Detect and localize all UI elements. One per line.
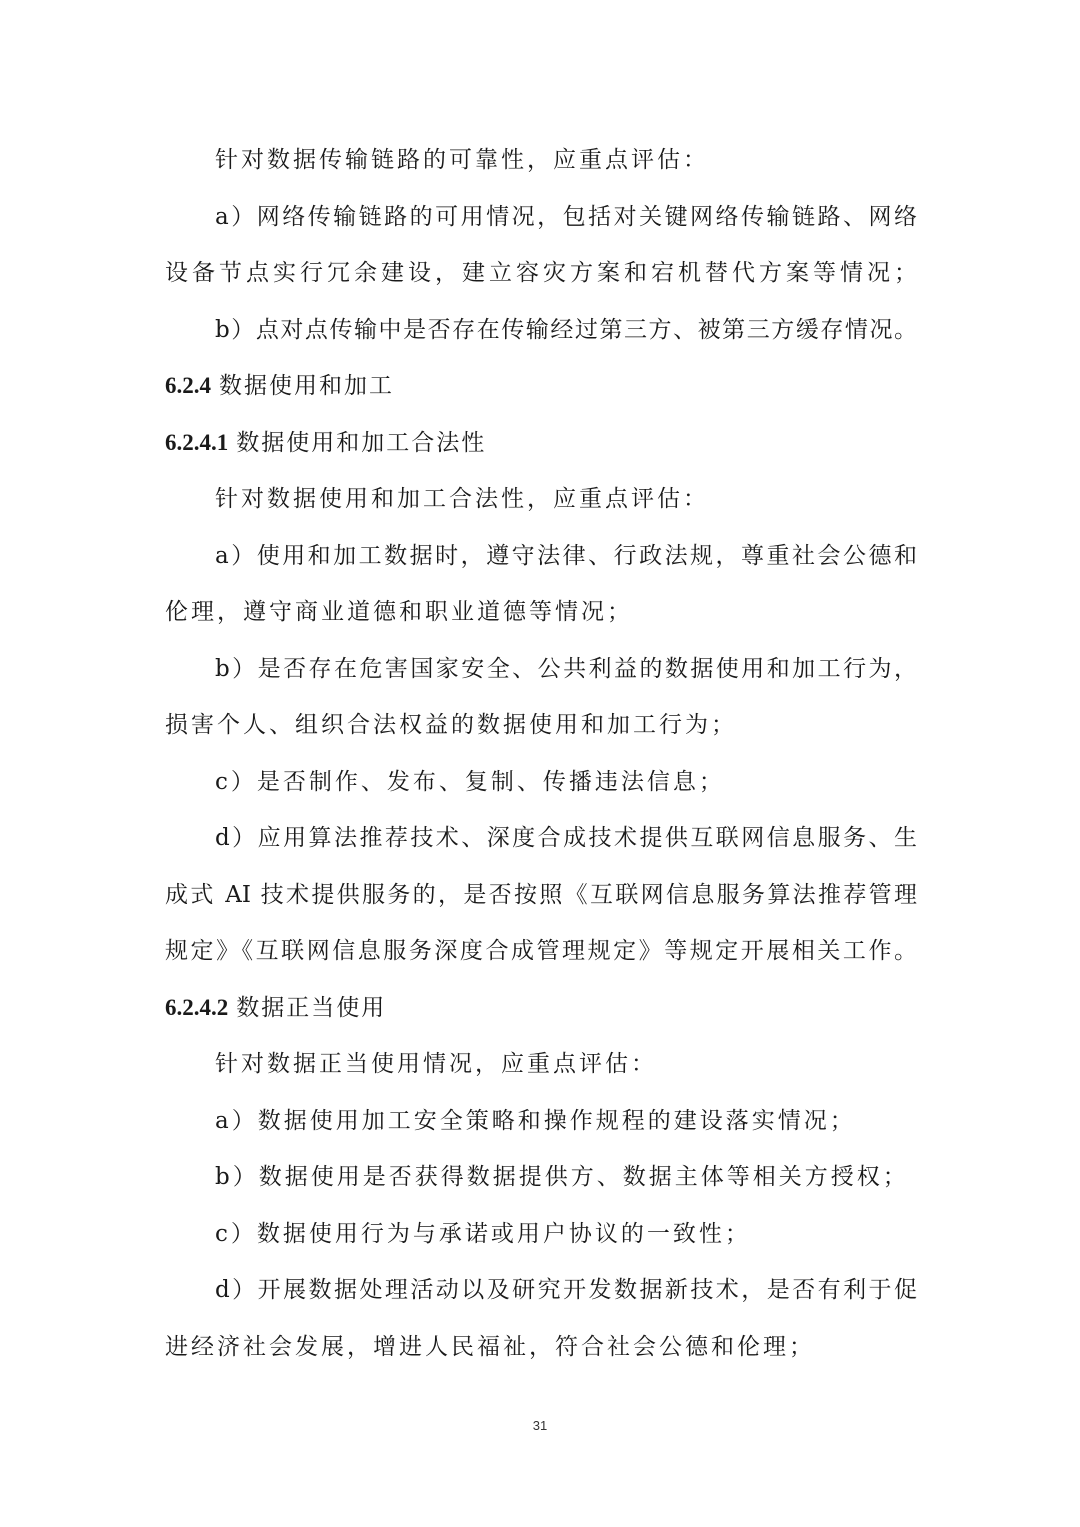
list-item-a-line1: a）网络传输链路的可用情况，包括对关键网络传输链路、网络: [215, 203, 917, 230]
list-item-c: c）数据使用行为与承诺或用户协议的一致性；: [215, 1220, 751, 1247]
section-heading-6-2-4-2: [165, 980, 917, 1037]
list-item-b: b）数据使用是否获得数据提供方、数据主体等相关方授权；: [215, 1164, 909, 1190]
section-number: 6.2.4: [165, 373, 211, 398]
list-item-b: b）点对点传输中是否存在传输经过第三方、被第三方缓存情况。: [215, 316, 917, 343]
list-item-d-line1: d）开展数据处理活动以及研究开发数据新技术，是否有利于促: [215, 1277, 917, 1303]
paragraph-intro-legality: 针对数据使用和加工合法性，应重点评估：: [215, 486, 709, 512]
section-heading-6-2-4-1: [165, 415, 917, 472]
list-item-d-line1: d）应用算法推荐技术、深度合成技术提供互联网信息服务、生: [215, 825, 917, 851]
list-item-a-line2: 设备节点实行冗余建设，建立容灾方案和宕机替代方案等情况；: [165, 260, 917, 286]
list-item-a-line2: 伦理，遵守商业道德和职业道德等情况；: [165, 599, 633, 625]
list-item-a: a）数据使用加工安全策略和操作规程的建设落实情况；: [215, 1107, 856, 1134]
list-item-a-line1: a）使用和加工数据时，遵守法律、行政法规，尊重社会公德和: [215, 542, 917, 569]
section-title: 数据使用和加工合法性: [236, 429, 487, 456]
list-item-b-line1: b）是否存在危害国家安全、公共利益的数据使用和加工行为，: [215, 655, 917, 682]
list-item-d-line2: 进经济社会发展，增进人民福祉，符合社会公德和伦理；: [165, 1333, 815, 1360]
section-number: 6.2.4.2: [165, 994, 229, 1020]
section-title: 数据正当使用: [236, 994, 387, 1021]
paragraph-intro-proper-use: 针对数据正当使用情况，应重点评估：: [215, 1051, 657, 1077]
document-body: [165, 132, 917, 1375]
section-heading-6-2-4: [165, 358, 917, 415]
list-item-c: c）是否制作、发布、复制、传播违法信息；: [215, 768, 725, 795]
section-title: 数据使用和加工: [219, 373, 394, 399]
list-item-b-line2: 损害个人、组织合法权益的数据使用和加工行为；: [165, 712, 737, 738]
list-item-d-line2: 成式 AI 技术提供服务的，是否按照《互联网信息服务算法推荐管理: [165, 881, 917, 908]
section-number: 6.2.4.1: [165, 429, 229, 455]
page-number: 31: [532, 1418, 548, 1433]
paragraph-intro-transmission: 针对数据传输链路的可靠性，应重点评估：: [215, 147, 709, 173]
list-item-d-line3: 规定》《互联网信息服务深度合成管理规定》等规定开展相关工作。: [165, 938, 917, 964]
